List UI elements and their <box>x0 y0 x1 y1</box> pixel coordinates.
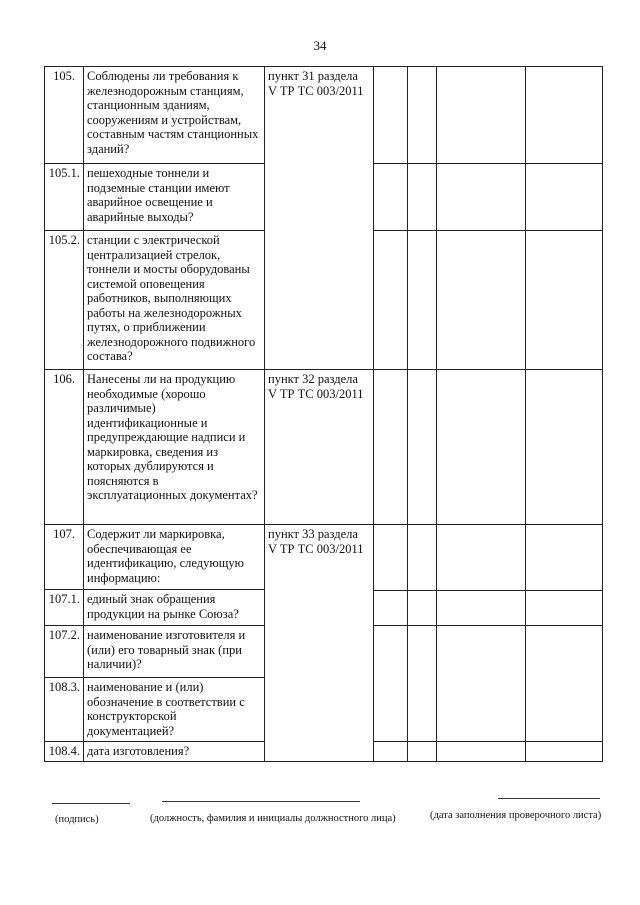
answer-na-cell[interactable] <box>437 67 526 164</box>
comment-cell[interactable] <box>526 626 603 762</box>
row-number: 107. <box>45 525 84 590</box>
row-number: 106. <box>45 370 84 525</box>
answer-no-cell[interactable] <box>408 626 437 762</box>
answer-no-cell[interactable] <box>408 231 437 370</box>
date-line <box>498 798 600 799</box>
row-reference: пункт 31 раздела V ТР ТС 003/2011 <box>265 67 374 370</box>
answer-no-cell[interactable] <box>408 67 437 164</box>
comment-cell[interactable] <box>526 370 603 525</box>
row-question: пешеходные тоннели и подземные станции имеют аварийное освещение и аварийные выходы? <box>84 164 265 231</box>
answer-no-cell[interactable] <box>408 370 437 525</box>
position-name-line <box>162 801 360 802</box>
row-number: 107.1. <box>45 590 84 626</box>
answer-yes-cell[interactable] <box>374 67 408 164</box>
comment-cell[interactable] <box>526 164 603 231</box>
row-question: наименование изготовителя и (или) его товарный знак (при наличии)? <box>84 626 265 678</box>
checklist-table <box>44 66 603 762</box>
answer-yes-cell[interactable] <box>374 370 408 525</box>
answer-yes-cell[interactable] <box>374 525 408 626</box>
row-number: 108.3. <box>45 678 84 742</box>
comment-cell[interactable] <box>526 231 603 370</box>
table-row <box>45 525 603 590</box>
answer-na-cell[interactable] <box>437 231 526 370</box>
date-label: (дата заполнения проверочного листа) <box>430 810 602 821</box>
row-number: 108.4. <box>45 742 84 762</box>
row-question: Соблюдены ли требования к железнодорожным станциям, станционным зданиям, сооружениям и устройствам, составным частям станционных зданий? <box>84 67 265 164</box>
answer-na-cell[interactable] <box>437 370 526 525</box>
answer-yes-cell[interactable] <box>374 626 408 762</box>
answer-yes-cell[interactable] <box>374 231 408 370</box>
answer-yes-cell[interactable] <box>374 164 408 231</box>
answer-na-cell[interactable] <box>437 164 526 231</box>
answer-na-cell[interactable] <box>437 626 526 762</box>
row-number: 105.2. <box>45 231 84 370</box>
row-reference: пункт 33 раздела V ТР ТС 003/2011 <box>265 525 374 762</box>
row-reference: пункт 32 раздела V ТР ТС 003/2011 <box>265 370 374 525</box>
signature-label: (подпись) <box>55 814 99 825</box>
table-row <box>45 67 603 164</box>
position-name-label: (должность, фамилия и инициалы должностного лица) <box>150 813 396 824</box>
row-question: единый знак обращения продукции на рынке Союза? <box>84 590 265 626</box>
row-question: станции с электрической централизацией стрелок, тоннели и мосты оборудованы системой оповещения работников, выполняющих работы на железнодорожных путях, о приближении железнодорожного подвижного состава? <box>84 231 265 370</box>
row-question: наименование и (или) обозначение в соответствии с конструкторской документацией? <box>84 678 265 742</box>
answer-na-cell[interactable] <box>437 525 526 626</box>
table-row <box>45 370 603 525</box>
row-question: Содержит ли маркировка, обеспечивающая ее идентификацию, следующую информацию: <box>84 525 265 590</box>
answer-no-cell[interactable] <box>408 525 437 626</box>
row-question: дата изготовления? <box>84 742 265 762</box>
row-question: Нанесены ли на продукцию необходимые (хорошо различимые) идентификационные и предупреждающие надписи и маркировка, сведения из которых дублируются и поясняются в эксплуатационных документах? <box>84 370 265 525</box>
answer-no-cell[interactable] <box>408 164 437 231</box>
row-number: 107.2. <box>45 626 84 678</box>
row-number: 105.1. <box>45 164 84 231</box>
signature-line <box>52 803 130 804</box>
page-number: 34 <box>313 38 327 53</box>
comment-cell[interactable] <box>526 525 603 626</box>
comment-cell[interactable] <box>526 67 603 164</box>
row-number: 105. <box>45 67 84 164</box>
